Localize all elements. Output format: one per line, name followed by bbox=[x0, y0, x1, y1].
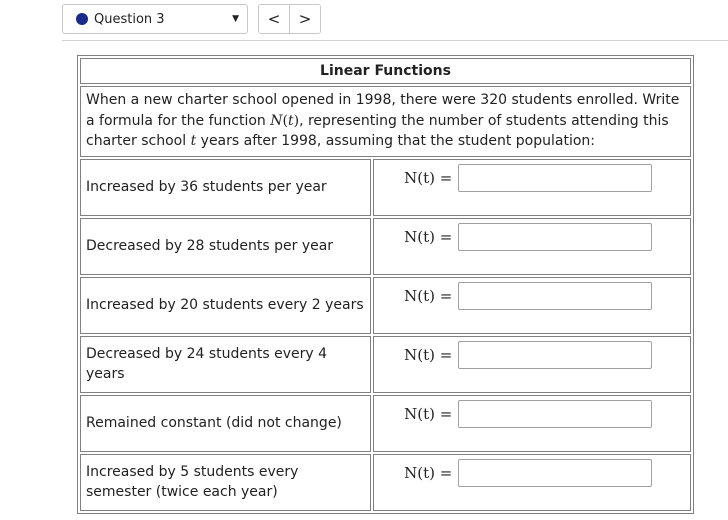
answer-cell bbox=[373, 277, 691, 334]
answer-prefix: N(t) = bbox=[404, 168, 453, 187]
question-pager bbox=[258, 4, 321, 34]
answer-input[interactable] bbox=[458, 164, 652, 192]
table-row bbox=[80, 454, 691, 511]
linear-functions-table bbox=[77, 55, 694, 514]
condition-text: Increased by 20 students every 2 years bbox=[80, 277, 371, 334]
intro-text-3: years after 1998, assuming that the student population: bbox=[196, 133, 595, 149]
table-row bbox=[80, 336, 691, 393]
previous-question-button[interactable]: < bbox=[259, 5, 290, 33]
answer-input[interactable] bbox=[458, 459, 652, 487]
answer-input[interactable] bbox=[458, 400, 652, 428]
function-open-paren: ( bbox=[282, 112, 288, 129]
condition-text: Increased by 5 students every semester (twice each year) bbox=[80, 454, 371, 511]
table-row bbox=[80, 159, 691, 216]
question-select[interactable] bbox=[62, 4, 248, 34]
answer-cell bbox=[373, 159, 691, 216]
table-row bbox=[80, 218, 691, 275]
status-dot-icon bbox=[76, 13, 88, 25]
answer-prefix: N(t) = bbox=[404, 227, 453, 246]
intro-text-1: When a new charter school opened in 1998, there were 320 students enrolled. Write a formula for the function bbox=[86, 92, 680, 129]
answer-cell bbox=[373, 395, 691, 452]
question-nav-bar bbox=[62, 2, 321, 36]
answer-input[interactable] bbox=[458, 223, 652, 251]
next-question-button[interactable]: > bbox=[290, 5, 320, 33]
function-close-paren: ) bbox=[293, 112, 300, 129]
condition-text: Increased by 36 students per year bbox=[80, 159, 371, 216]
condition-text: Decreased by 28 students per year bbox=[80, 218, 371, 275]
caret-down-icon: ▼ bbox=[232, 14, 239, 24]
answer-prefix: N(t) = bbox=[404, 345, 453, 364]
condition-text: Remained constant (did not change) bbox=[80, 395, 371, 452]
header-divider bbox=[62, 40, 728, 41]
condition-text: Decreased by 24 students every 4 years bbox=[80, 336, 371, 393]
answer-cell bbox=[373, 218, 691, 275]
problem-statement bbox=[80, 86, 691, 157]
answer-prefix: N(t) = bbox=[404, 463, 453, 482]
answer-cell bbox=[373, 336, 691, 393]
function-name: N bbox=[270, 112, 283, 129]
table-row bbox=[80, 395, 691, 452]
answer-prefix: N(t) = bbox=[404, 286, 453, 305]
table-title: Linear Functions bbox=[80, 58, 691, 84]
function-variable: t bbox=[287, 112, 294, 129]
intro-text-2: , representing the number of students attending this charter school bbox=[86, 112, 669, 149]
time-variable: t bbox=[190, 133, 197, 149]
answer-input[interactable] bbox=[458, 282, 652, 310]
question-label: Question 3 bbox=[94, 11, 165, 27]
table-row bbox=[80, 277, 691, 334]
answer-prefix: N(t) = bbox=[404, 404, 453, 423]
answer-cell bbox=[373, 454, 691, 511]
answer-input[interactable] bbox=[458, 341, 652, 369]
